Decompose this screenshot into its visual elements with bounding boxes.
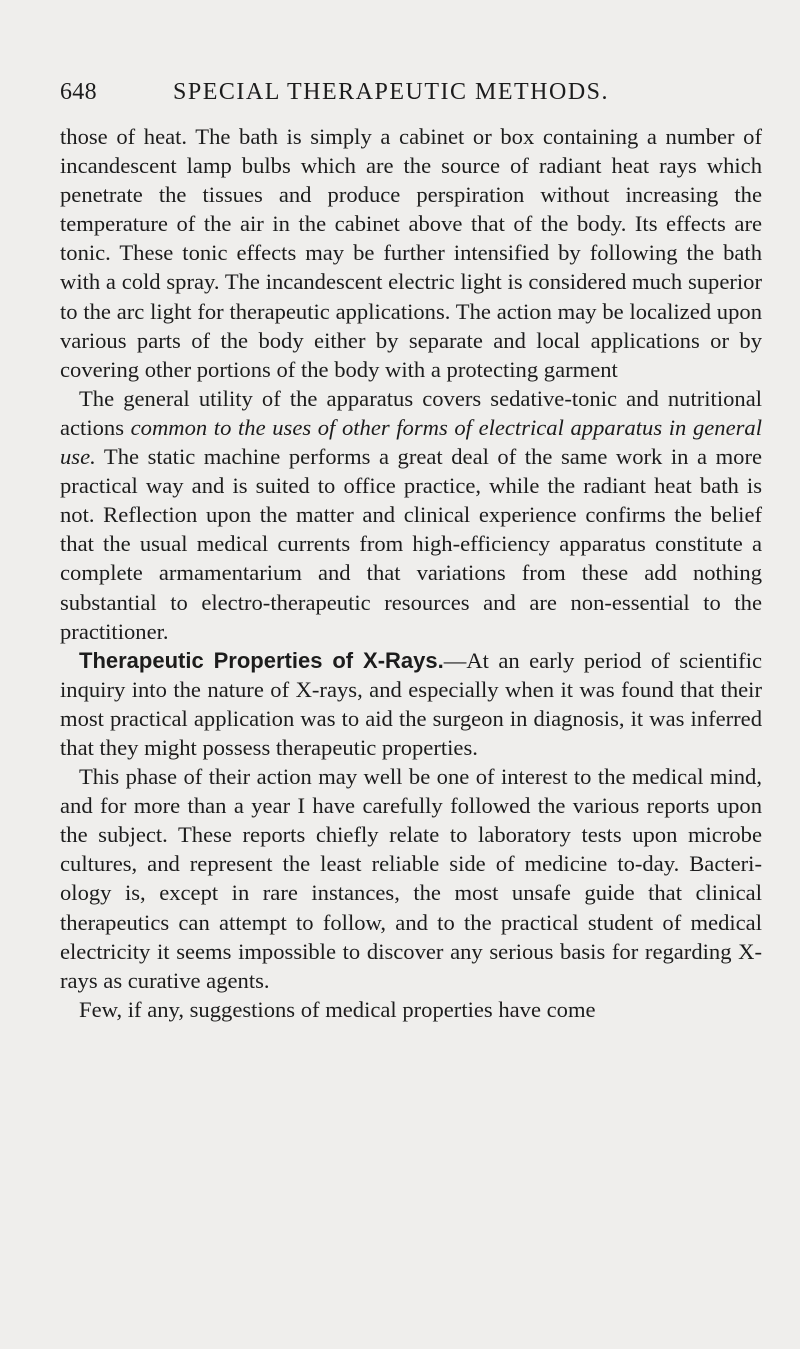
paragraph-few xyxy=(60,995,762,1024)
paragraph-text-end: The static machine performs a great deal of the same work in a more practical way and is suited to office practice, while the radiant heat bath is not. Reflection upon the matter and clinical experience confirms the belief that the usual medical currents from high-efficiency apparatus constitute a complete armamentarium and that variations from these add nothing substantial to electro-therapeutic resources and are non-essential to the practitioner. xyxy=(60,444,762,644)
paragraph-text-start: The general utility of the apparatus covers sedative-tonic and nutritional actions xyxy=(60,385,762,440)
paragraph-utility xyxy=(60,384,762,646)
running-head xyxy=(60,76,760,108)
paragraph-xrays xyxy=(60,646,762,762)
paragraph-text: Few, if any, suggestions of medical properties have come xyxy=(79,996,596,1022)
page-number: 648 xyxy=(60,79,97,105)
running-title: SPECIAL THERAPEUTIC METHODS. xyxy=(173,79,610,105)
paragraph-text: —At an early period of scientific inquiry into the nature of X-rays, and especially when it was found that their most practical application was to aid the surgeon in diagnosis, it was inferred that they might possess therapeutic properties. xyxy=(60,647,762,760)
body-text xyxy=(60,122,762,1024)
paragraph-italic-phrase: common to the uses of other forms of electrical apparatus in general use. xyxy=(60,414,762,470)
paragraph-text: those of heat. The bath is simply a cabinet or box containing a number of incandescent lamp bulbs which are the source of radiant heat rays which penetrate the tissues and produce perspiration without increasing the temperature of the air in the cabinet above that of the body. Its effects are tonic. These tonic effects may be further intensified by following the bath with a cold spray. The incandescent electric light is considered much superior to the arc light for therapeutic applications. The action may be localized upon various parts of the body either by separate and local applications or by covering other portions of the body with a protecting garment xyxy=(60,124,762,382)
paragraph-text: This phase of their action may well be one of interest to the medical mind, and for more than a year I have carefully followed the various reports upon the subject. These reports chiefly relate to laboratory tests upon microbe cultures, and represent the least reliable side of medicine to-day. Bacteriology is, except in rare instances, the most unsafe guide that clinical therapeutics can attempt to follow, and to the practical student of medical electricity it seems impossible to discover any serious basis for regarding X-rays as curative agents. xyxy=(60,764,762,993)
paragraph-continuation xyxy=(60,122,762,384)
paragraph-phase xyxy=(60,762,762,995)
section-heading: Therapeutic Properties of X-Rays. xyxy=(79,647,444,673)
